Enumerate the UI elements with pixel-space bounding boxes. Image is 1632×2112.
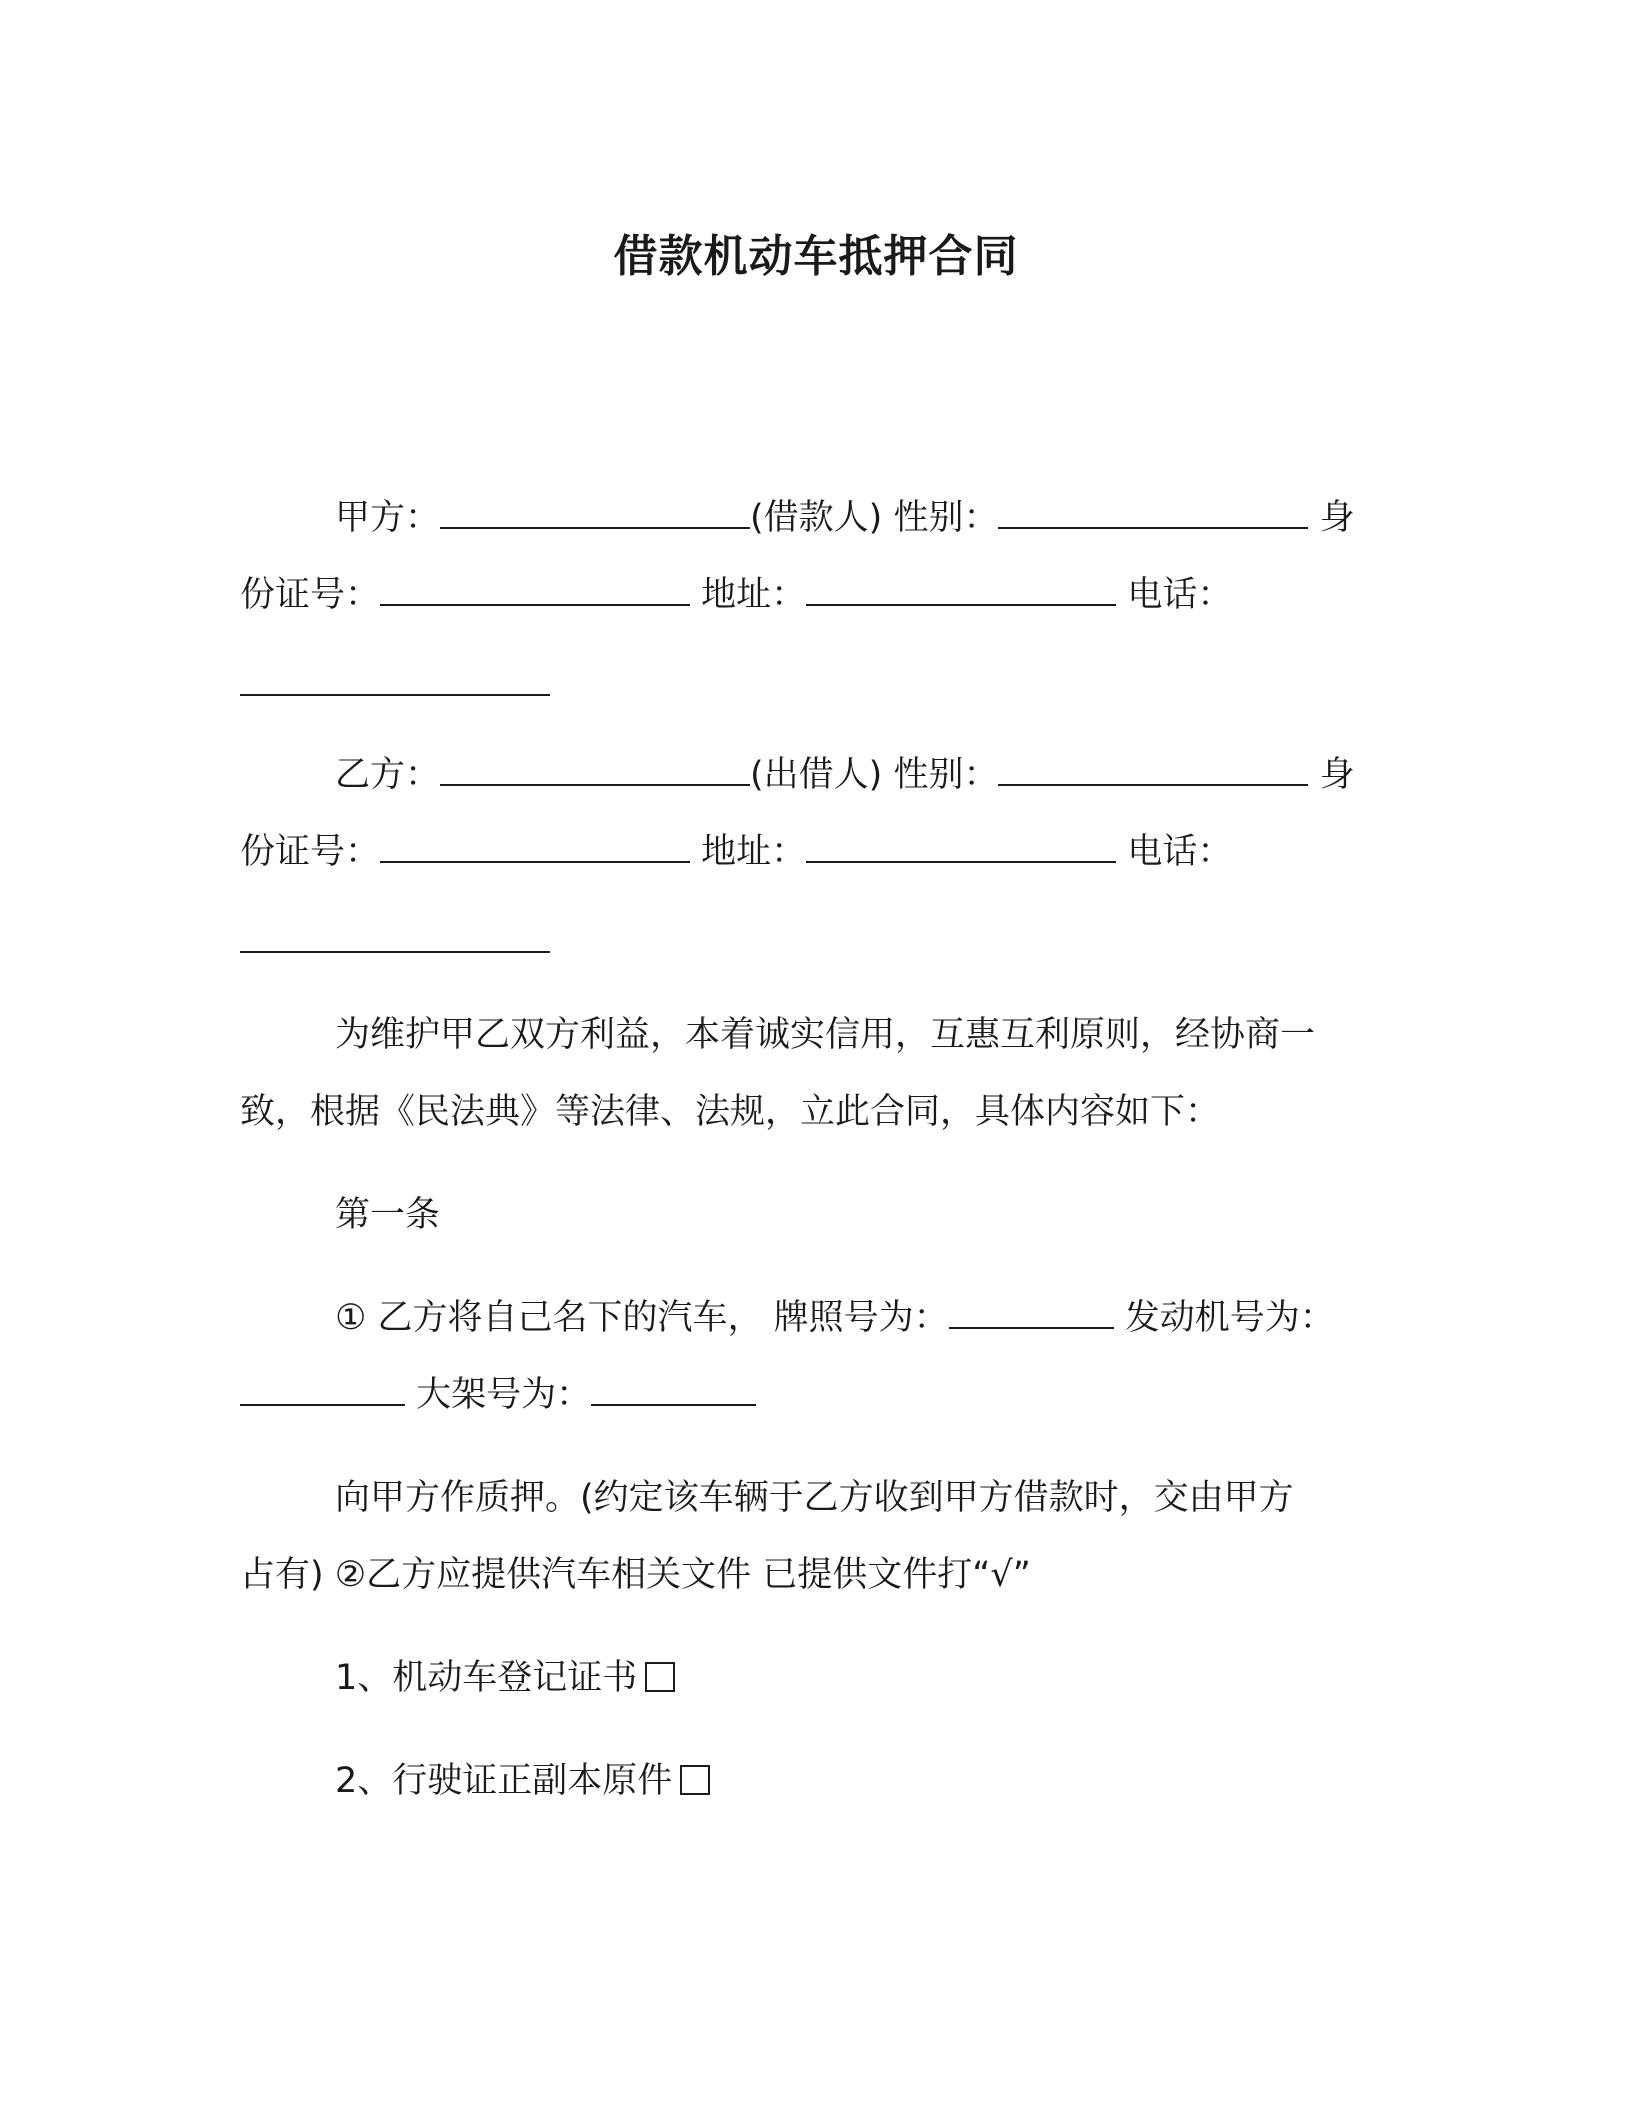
clause1-text-3: 大架号为： bbox=[416, 1375, 592, 1415]
party-a-id-label-start: 身 bbox=[1319, 498, 1355, 538]
party-b-address-label: 地址： bbox=[701, 832, 807, 872]
pledge-text-1: 向甲方作质押。(约定该车辆于乙方收到甲方借款时，交由甲方 bbox=[335, 1478, 1294, 1518]
preamble-text-2: 致，根据《民法典》等法律、法规，立此合同，具体内容如下： bbox=[240, 1092, 1221, 1132]
clause1-text-1: ① 乙方将自己名下的汽车， 牌照号为： bbox=[335, 1298, 949, 1338]
party-b-phone-label: 电话： bbox=[1127, 832, 1233, 872]
party-a-id-blank[interactable] bbox=[380, 572, 690, 606]
party-b-line1 bbox=[335, 750, 1355, 800]
party-b-role: (出借人) 性别： bbox=[750, 755, 999, 795]
party-a-role: (借款人) 性别： bbox=[750, 498, 999, 538]
preamble-line2 bbox=[240, 1087, 1220, 1137]
party-b-gender-blank[interactable] bbox=[998, 752, 1308, 786]
article1-heading-text: 第一条 bbox=[335, 1195, 441, 1235]
party-a-address-blank[interactable] bbox=[806, 572, 1116, 606]
party-a-phone-label: 电话： bbox=[1127, 575, 1233, 615]
article1-heading bbox=[335, 1190, 440, 1240]
item2-checkbox[interactable] bbox=[680, 1765, 710, 1795]
party-b-line3 bbox=[240, 917, 550, 967]
item1-checkbox[interactable] bbox=[645, 1662, 675, 1692]
pledge-text-2: 占有) ②乙方应提供汽车相关文件 已提供文件打“√” bbox=[240, 1555, 1031, 1595]
engine-number-blank[interactable] bbox=[240, 1372, 405, 1406]
frame-number-blank[interactable] bbox=[591, 1372, 756, 1406]
party-b-name-blank[interactable] bbox=[440, 752, 750, 786]
pledge-line1 bbox=[335, 1473, 1294, 1523]
party-a-gender-blank[interactable] bbox=[998, 495, 1308, 529]
party-a-line1 bbox=[335, 493, 1355, 543]
party-a-label: 甲方： bbox=[335, 498, 441, 538]
clause1-line2 bbox=[240, 1370, 756, 1420]
document-title: 借款机动车抵押合同 bbox=[613, 231, 1019, 282]
party-b-id-label: 份证号： bbox=[240, 832, 381, 872]
item1-line bbox=[335, 1653, 675, 1703]
party-b-line2 bbox=[240, 827, 1232, 877]
party-a-id-label: 份证号： bbox=[240, 575, 381, 615]
party-b-address-blank[interactable] bbox=[806, 829, 1116, 863]
preamble-text-1: 为维护甲乙双方利益，本着诚实信用，互惠互利原则，经协商一 bbox=[335, 1015, 1316, 1055]
item2-text: 2、行驶证正副本原件 bbox=[335, 1761, 673, 1801]
party-a-name-blank[interactable] bbox=[440, 495, 750, 529]
party-b-label: 乙方： bbox=[335, 755, 441, 795]
clause1-line1 bbox=[335, 1293, 1335, 1343]
party-a-address-label: 地址： bbox=[701, 575, 807, 615]
party-a-line3 bbox=[240, 660, 550, 710]
item2-line bbox=[335, 1756, 710, 1806]
clause1-text-2: 发动机号为： bbox=[1124, 1298, 1335, 1338]
party-b-id-blank[interactable] bbox=[380, 829, 690, 863]
party-a-phone-blank[interactable] bbox=[240, 662, 550, 696]
party-b-phone-blank[interactable] bbox=[240, 919, 550, 953]
plate-number-blank[interactable] bbox=[949, 1295, 1114, 1329]
party-a-line2 bbox=[240, 570, 1232, 620]
pledge-line2 bbox=[240, 1550, 1031, 1600]
preamble-line1 bbox=[335, 1010, 1315, 1060]
item1-text: 1、机动车登记证书 bbox=[335, 1658, 638, 1698]
party-b-id-label-start: 身 bbox=[1319, 755, 1355, 795]
